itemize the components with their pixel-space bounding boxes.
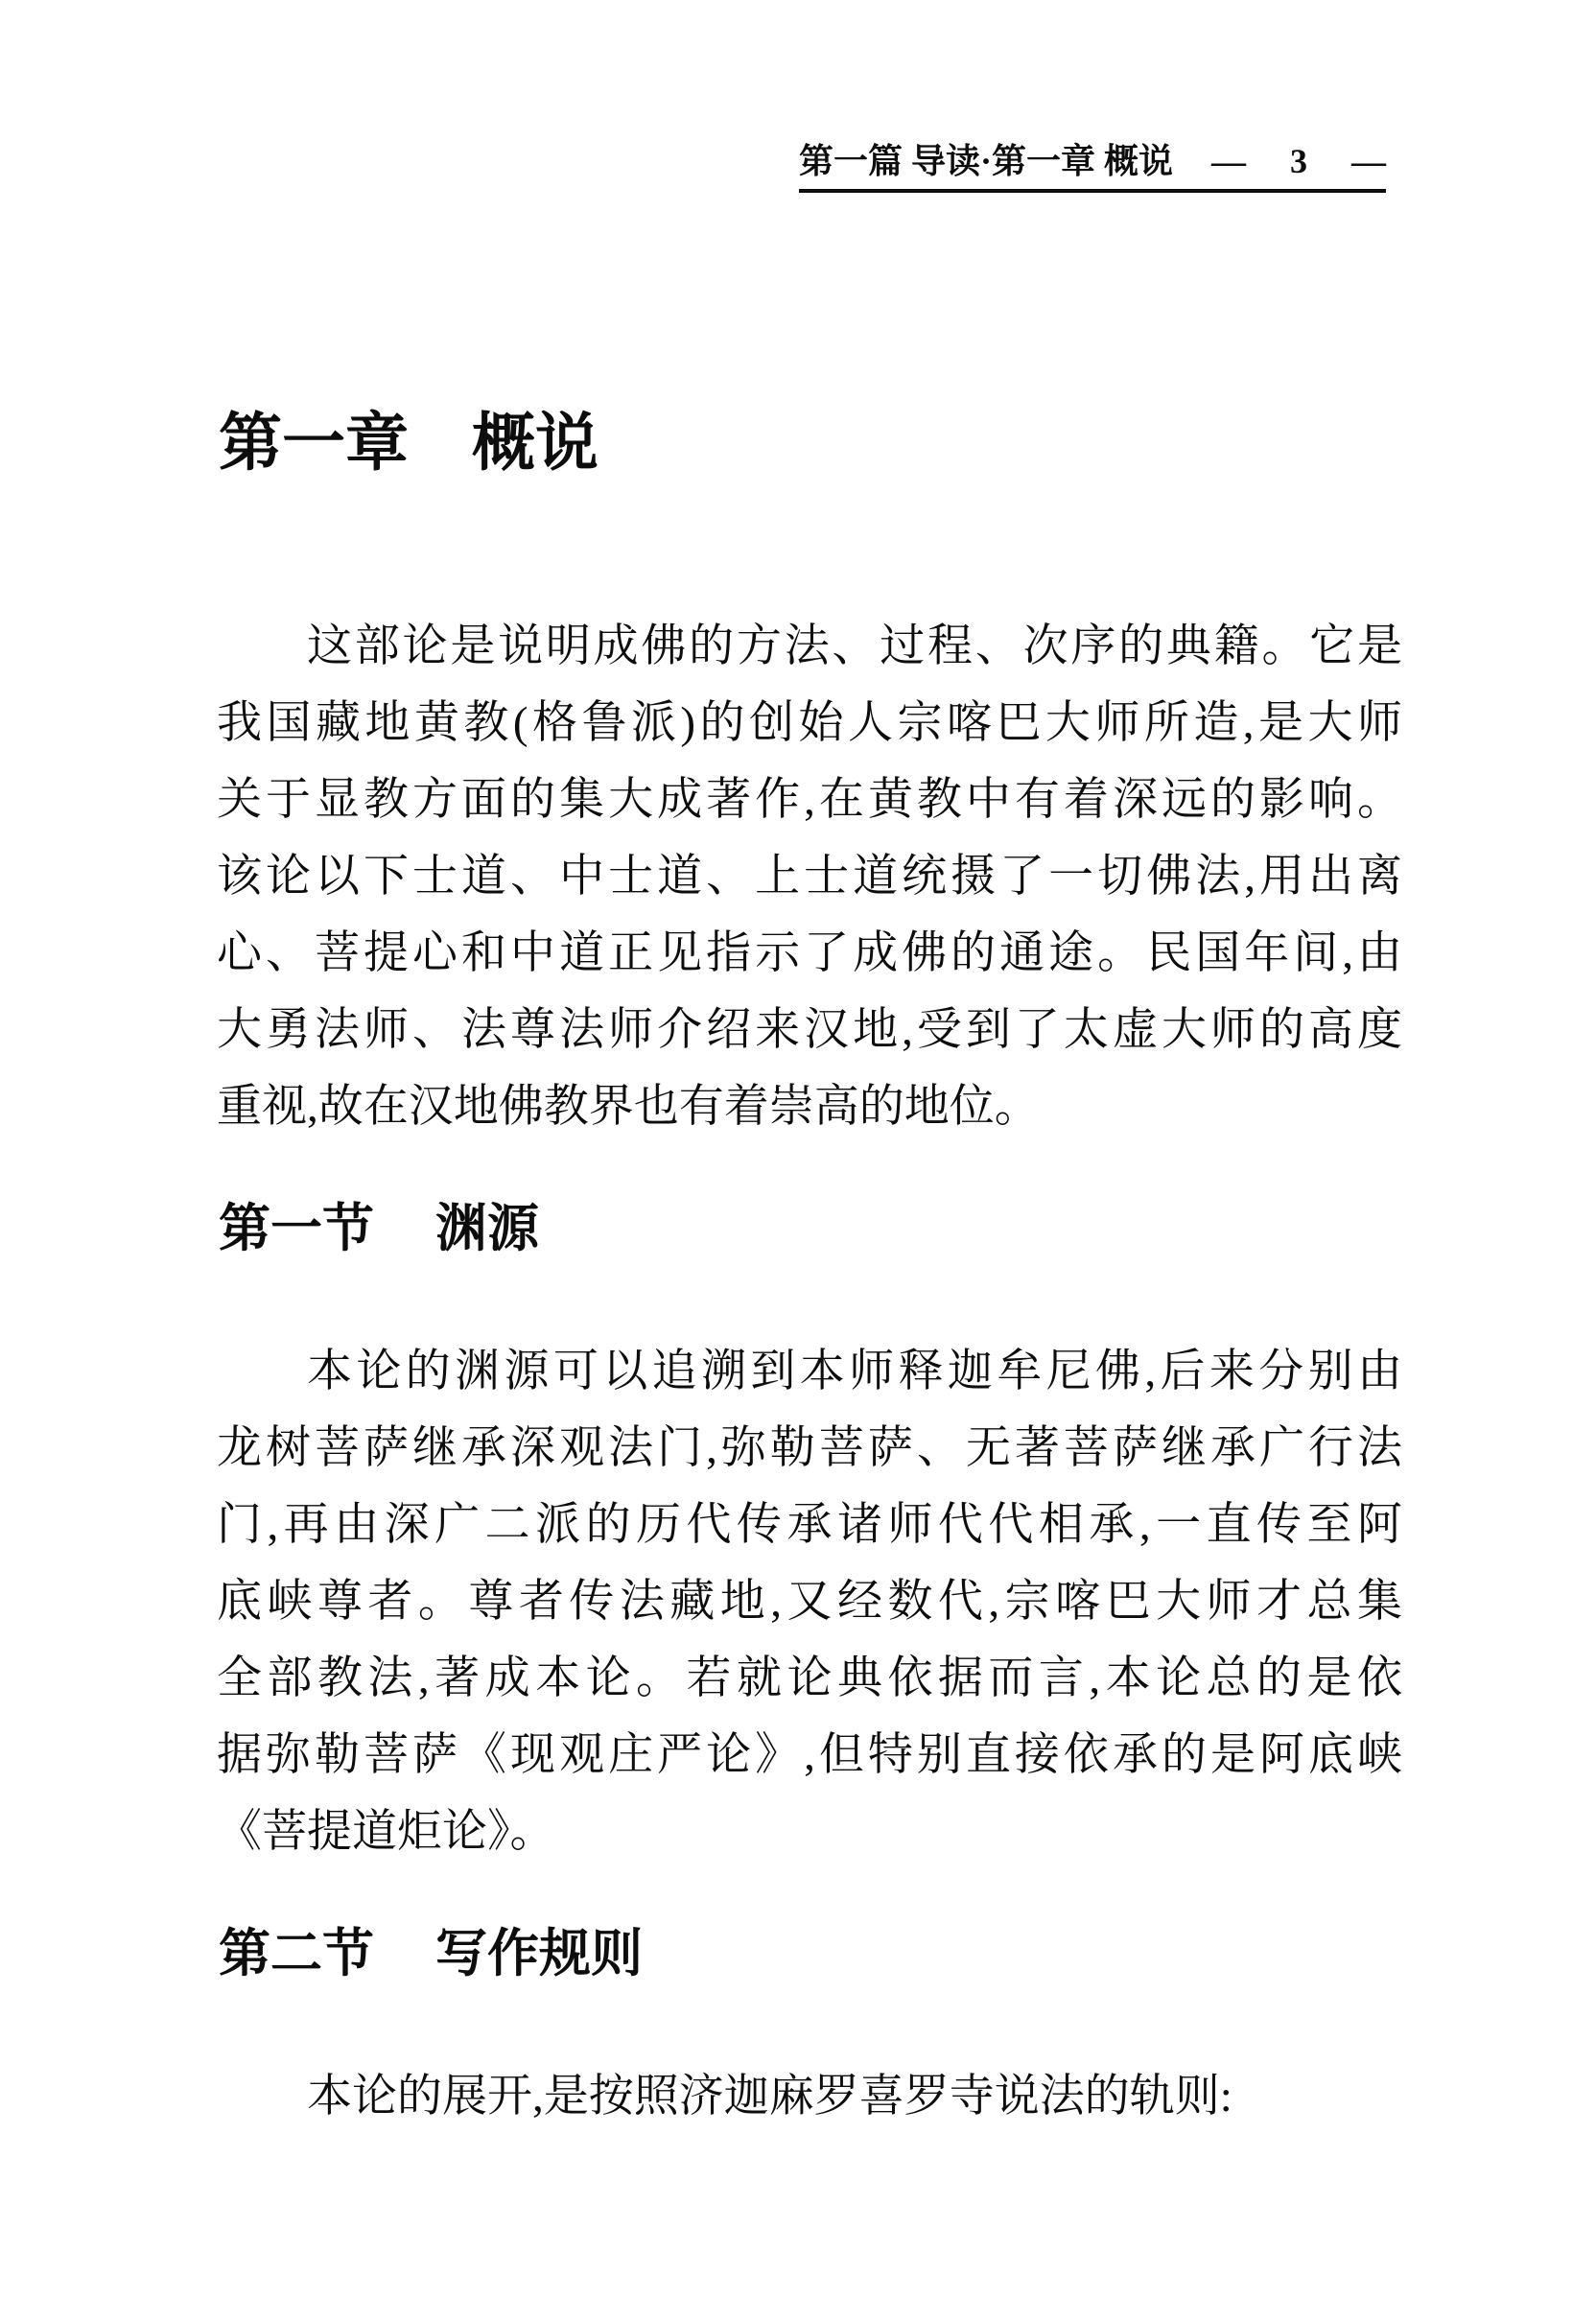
text-line: 全部教法,著成本论。若就论典依据而言,本论总的是依 [217,1653,1402,1703]
text-line: 据弥勒菩萨《现观庄严论》,但特别直接依承的是阿底峡 [217,1730,1402,1780]
text-line: 我国藏地黄教(格鲁派)的创始人宗喀巴大师所造,是大师 [217,698,1402,748]
running-title: 第一篇 导读·第一章 概说 [798,142,1173,180]
chapter-title [219,391,598,482]
paragraph-intro [217,608,1402,1145]
chapter-name: 概说 [472,409,598,479]
text-line: 本论的渊源可以追溯到本师释迦牟尼佛,后来分别由 [307,1347,1402,1396]
section-heading-2 [219,1912,643,1986]
section-2-title: 写作规则 [435,1925,643,1982]
paragraph-section-2 [217,2058,1402,2135]
paragraph-section-1 [217,1333,1402,1870]
text-line: 龙树菩萨继承深观法门,弥勒菩萨、无著菩萨继承广行法 [217,1423,1402,1473]
text-line: 底峡尊者。尊者传法藏地,又经数代,宗喀巴大师才总集 [217,1577,1402,1627]
text-line: 这部论是说明成佛的方法、过程、次序的典籍。它是 [307,621,1402,671]
text-line: 《菩提道炬论》。 [217,1807,555,1857]
chapter-number: 第一章 [219,409,409,479]
text-line: 关于显教方面的集大成著作,在黄教中有着深远的影响。 [217,775,1402,825]
page-number: 3 [1290,142,1307,180]
page-number-dash-right: — [1351,142,1386,180]
section-heading-1 [219,1187,539,1261]
section-1-number: 第一节 [219,1200,374,1257]
section-1-title: 渊源 [435,1200,539,1257]
page-number-dash-left: — [1211,142,1246,180]
text-line: 重视,故在汉地佛教界也有着崇高的地位。 [217,1082,1040,1132]
text-line: 本论的展开,是按照济迦麻罗喜罗寺说法的轨则: [307,2072,1232,2122]
text-line: 门,再由深广二派的历代传承诸师代代相承,一直传至阿 [217,1500,1402,1550]
running-header [799,140,1386,193]
section-2-number: 第二节 [219,1925,374,1982]
text-line: 心、菩提心和中道正见指示了成佛的通途。民国年间,由 [217,928,1402,978]
text-line: 该论以下士道、中士道、上士道统摄了一切佛法,用出离 [217,852,1402,902]
text-line: 大勇法师、法尊法师介绍来汉地,受到了太虚大师的高度 [217,1005,1402,1055]
